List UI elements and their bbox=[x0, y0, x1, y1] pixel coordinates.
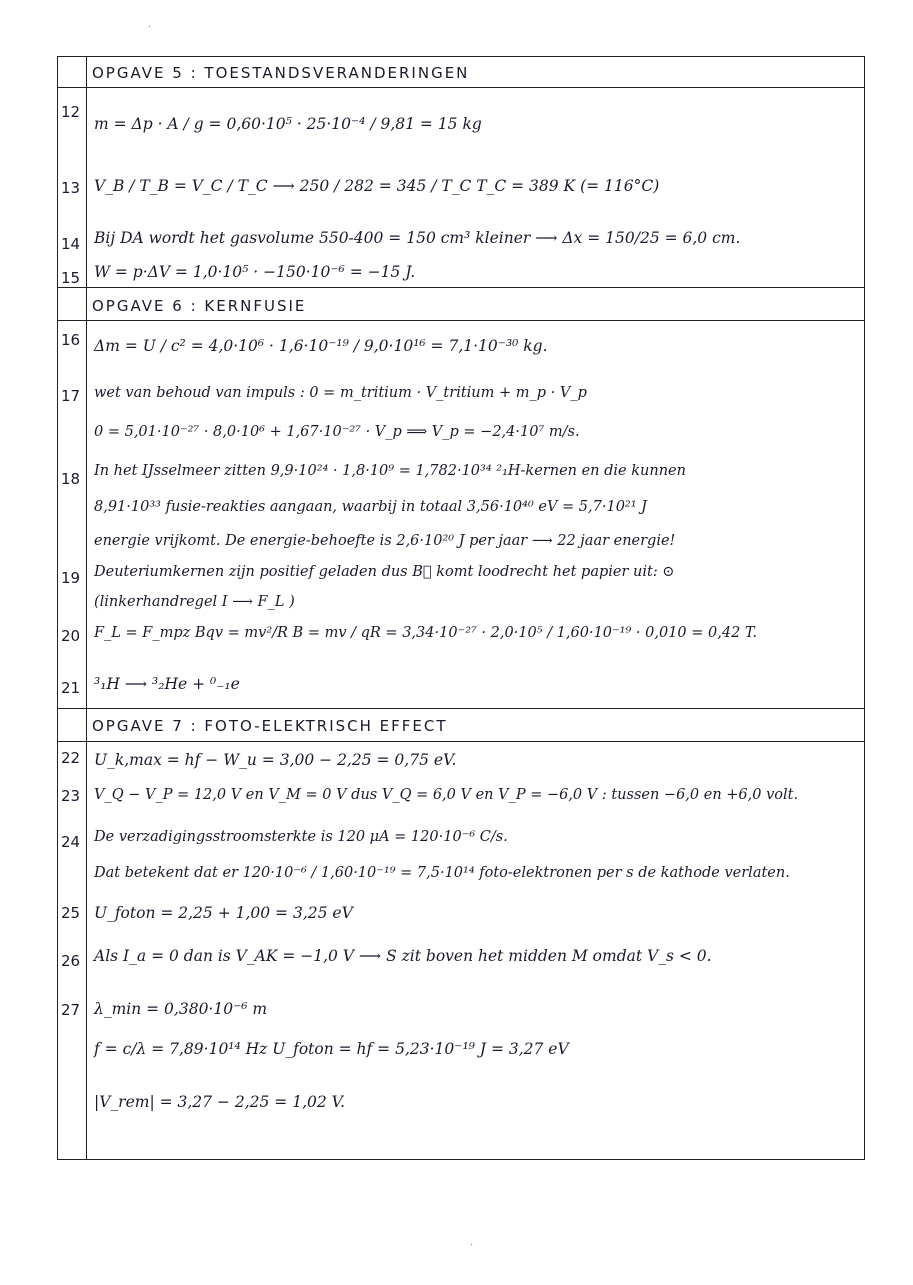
answer-line: ³₁H ⟶ ³₂He + ⁰₋₁e bbox=[94, 675, 240, 693]
answer-line: In het IJsselmeer zitten 9,9·10²⁴ · 1,8·10⁹ = 1,782·10³⁴ ²₁H-kernen en die kunnen bbox=[94, 463, 686, 479]
answer-line: f = c/λ = 7,89·10¹⁴ Hz U_foton = hf = 5,23·10⁻¹⁹ J = 3,27 eV bbox=[94, 1040, 569, 1058]
question-number: 16 bbox=[61, 331, 81, 349]
question-number: 15 bbox=[61, 269, 81, 287]
answer-line: 8,91·10³³ fusie-reakties aangaan, waarbij in totaal 3,56·10⁴⁰ eV = 5,7·10²¹ J bbox=[94, 499, 647, 515]
section-divider bbox=[58, 708, 864, 709]
answer-line: Δm = U / c² = 4,0·10⁶ · 1,6·10⁻¹⁹ / 9,0·10¹⁶ = 7,1·10⁻³⁰ kg. bbox=[94, 337, 548, 355]
answer-line: F_L = F_mpz Bqv = mv²/R B = mv / qR = 3,34·10⁻²⁷ · 2,0·10⁵ / 1,60·10⁻¹⁹ · 0,010 = 0,42 T. bbox=[94, 625, 758, 641]
section-title: OPGAVE 7 : FOTO-ELEKTRISCH EFFECT bbox=[92, 717, 448, 735]
question-number: 14 bbox=[61, 235, 81, 253]
section-divider bbox=[58, 741, 864, 742]
answer-line: m = Δp · A / g = 0,60·10⁵ · 25·10⁻⁴ / 9,81 = 15 kg bbox=[94, 115, 482, 133]
answer-line: Als I_a = 0 dan is V_AK = −1,0 V ⟶ S zit boven het midden M omdat V_s < 0. bbox=[94, 947, 712, 965]
section-divider bbox=[58, 320, 864, 321]
answer-line: λ_min = 0,380·10⁻⁶ m bbox=[94, 1000, 268, 1018]
answer-line: Deuteriumkernen zijn positief geladen dus B⃗ komt loodrecht het papier uit: ⊙ bbox=[94, 564, 675, 580]
answer-line: W = p·ΔV = 1,0·10⁵ · −150·10⁻⁶ = −15 J. bbox=[94, 263, 416, 281]
answer-line: V_B / T_B = V_C / T_C ⟶ 250 / 282 = 345 / T_C T_C = 389 K (= 116°C) bbox=[94, 177, 660, 195]
question-number: 24 bbox=[61, 833, 81, 851]
question-number: 21 bbox=[61, 679, 81, 697]
question-number: 23 bbox=[61, 787, 81, 805]
question-number: 22 bbox=[61, 749, 81, 767]
question-number: 25 bbox=[61, 904, 81, 922]
answer-line: |V_rem| = 3,27 − 2,25 = 1,02 V. bbox=[94, 1093, 346, 1111]
answer-line: 0 = 5,01·10⁻²⁷ · 8,0·10⁶ + 1,67·10⁻²⁷ · V_p ⟹ V_p = −2,4·10⁷ m/s. bbox=[94, 424, 580, 440]
section-title: OPGAVE 6 : KERNFUSIE bbox=[92, 297, 307, 315]
answer-line: Bij DA wordt het gasvolume 550-400 = 150 cm³ kleiner ⟶ Δx = 150/25 = 6,0 cm. bbox=[94, 229, 741, 247]
section-title: OPGAVE 5 : TOESTANDSVERANDERINGEN bbox=[92, 64, 470, 82]
answer-sheet bbox=[57, 56, 865, 1160]
number-column-divider bbox=[86, 57, 87, 1159]
answer-line: Dat betekent dat er 120·10⁻⁶ / 1,60·10⁻¹⁹ = 7,5·10¹⁴ foto-elektronen per s de kathode verlaten. bbox=[94, 865, 790, 881]
answer-line: energie vrijkomt. De energie-behoefte is 2,6·10²⁰ J per jaar ⟶ 22 jaar energie! bbox=[94, 533, 676, 549]
question-number: 13 bbox=[61, 179, 81, 197]
scan-speck: · bbox=[148, 22, 152, 33]
question-number: 18 bbox=[61, 470, 81, 488]
question-number: 19 bbox=[61, 569, 81, 587]
answer-line: De verzadigingsstroomsterkte is 120 μA = 120·10⁻⁶ C/s. bbox=[94, 829, 508, 845]
section-divider bbox=[58, 87, 864, 88]
question-number: 27 bbox=[61, 1001, 81, 1019]
question-number: 12 bbox=[61, 103, 81, 121]
scan-speck: · bbox=[470, 1240, 474, 1251]
answer-line: (linkerhandregel I ⟶ F_L ) bbox=[94, 594, 295, 610]
answer-line: U_foton = 2,25 + 1,00 = 3,25 eV bbox=[94, 904, 353, 922]
answer-line: U_k,max = hf − W_u = 3,00 − 2,25 = 0,75 eV. bbox=[94, 751, 457, 769]
answer-line: V_Q − V_P = 12,0 V en V_M = 0 V dus V_Q = 6,0 V en V_P = −6,0 V : tussen −6,0 en +6,0 volt. bbox=[94, 787, 799, 803]
question-number: 26 bbox=[61, 952, 81, 970]
section-divider bbox=[58, 287, 864, 288]
question-number: 20 bbox=[61, 627, 81, 645]
answer-line: wet van behoud van impuls : 0 = m_tritium · V_tritium + m_p · V_p bbox=[94, 385, 587, 401]
question-number: 17 bbox=[61, 387, 81, 405]
